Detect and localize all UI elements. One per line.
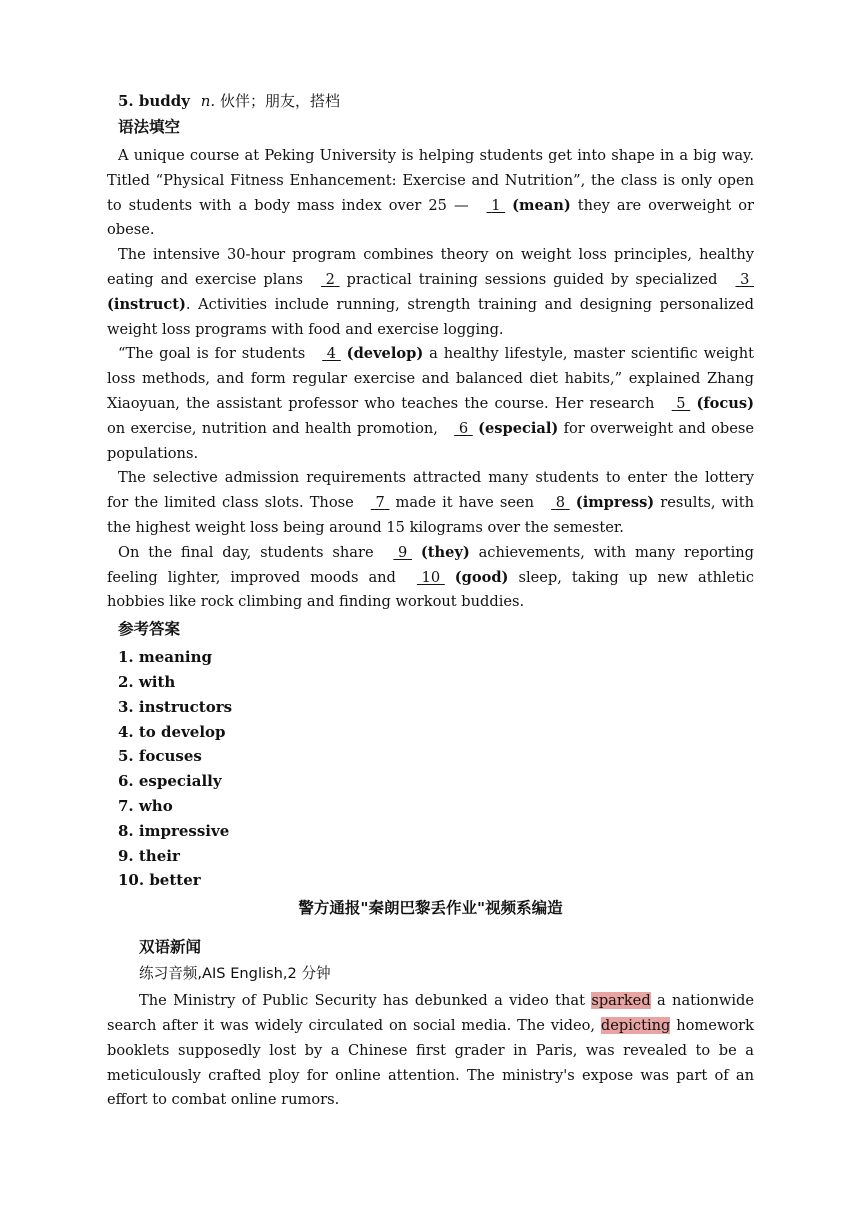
answer-item: 7. who — [118, 796, 173, 815]
vocab-word: 5. buddy — [118, 92, 190, 110]
para3-text-1: “The goal is for students — [118, 345, 312, 363]
vocab-entry — [118, 88, 754, 114]
news-section-heading: 双语新闻 — [139, 938, 202, 957]
news-text-2: a nationwide search after it was widely circulated on social media. The video, — [107, 992, 754, 1034]
news-title: 警方通报"秦朗巴黎丢作业"视频系编造 — [298, 899, 563, 918]
para1-text-2: they are overweight or obese. — [107, 196, 754, 239]
hint-8: (impress) — [575, 494, 655, 512]
para3-text-3: on exercise, nutrition and health promotion, — [107, 419, 444, 437]
para2-text-3: . Activities include running, strength training and designing personalized weight loss programs with food and exercise logging. — [107, 295, 754, 338]
answer-item: 5. focuses — [118, 747, 202, 766]
hint-10: (good) — [454, 568, 509, 586]
para2-text-2: practical training sessions guided by specialized — [339, 270, 725, 288]
answer-item: 8. impressive — [118, 821, 230, 840]
blank-3: 3 — [740, 270, 750, 288]
answer-item: 4. to develop — [118, 722, 226, 741]
answer-item: 1. meaning — [118, 648, 213, 667]
para2-text-1: The intensive 30-hour program combines theory on weight loss principles, healthy eating and exercise plans — [107, 246, 754, 288]
hint-9: (they) — [420, 543, 470, 561]
para1-text-1: A unique course at Peking University is helping students get into shape in a big way. Titled “Physical Fitness Enhancement: Exercise and Nutrition”, the class is only open to students with a body mass index over 25 — — [107, 147, 754, 214]
para4-text-2: made it have seen — [389, 494, 541, 512]
para5-text-1: On the final day, students share — [118, 543, 383, 561]
grammar-paragraph-4 — [107, 466, 754, 540]
para5-text-3: sleep, taking up new athletic hobbies like rock climbing and finding workout buddies. — [107, 568, 754, 611]
blank-9: 9 — [398, 543, 408, 561]
grammar-paragraph-1 — [107, 144, 754, 243]
hint-3: (instruct) — [107, 295, 186, 313]
answer-item: 2. with — [118, 672, 176, 691]
blank-6: 6 — [458, 419, 469, 437]
blank-8: 8 — [555, 494, 566, 512]
answer-item: 10. better — [118, 871, 201, 890]
answer-list — [118, 645, 754, 893]
para4-text-3: results, with the highest weight loss being around 15 kilograms over the semester. — [107, 494, 754, 536]
highlight-sparked: sparked — [591, 992, 651, 1010]
vocab-meaning: 伙伴；朋友，搭档 — [219, 92, 340, 110]
blank-10: 10 — [421, 568, 441, 586]
grammar-heading: 语法填空 — [118, 118, 181, 136]
blank-2: 2 — [325, 270, 335, 288]
grammar-paragraph-3 — [107, 342, 754, 466]
para5-text-2: achievements, with many reporting feeling lighter, improved moods and — [107, 543, 754, 586]
hint-5: (focus) — [696, 394, 755, 412]
audio-note: 练习音频,AIS English,2 分钟 — [139, 965, 331, 983]
para3-text-2: a healthy lifestyle, master scientific weight loss methods, and form regular exercise and balanced diet habits,” explained Zhang Xiaoyuan, the assistant professor who teaches the course. Her research — [107, 345, 755, 412]
hint-6: (especial) — [478, 419, 559, 437]
blank-1: 1 — [491, 196, 501, 214]
para4-text-1: The selective admission requirements attracted many students to enter the lottery for the limited class slots. Those — [107, 469, 754, 512]
answers-heading: 参考答案 — [118, 620, 181, 639]
hint-1: (mean) — [512, 196, 571, 214]
grammar-paragraph-2 — [107, 243, 754, 342]
news-text-3: homework booklets supposedly lost by a Chinese first grader in Paris, was revealed to be a meticulously crafted ploy for online attention. The ministry's expose was part of an effort to combat online rumors. — [107, 1016, 754, 1109]
blank-5: 5 — [676, 394, 686, 412]
hint-4: (develop) — [346, 345, 424, 363]
news-paragraph — [107, 989, 754, 1113]
answer-item: 9. their — [118, 846, 180, 865]
answer-item: 3. instructors — [118, 697, 233, 716]
para3-text-4: for overweight and obese populations. — [107, 419, 754, 462]
blank-7: 7 — [375, 494, 385, 512]
news-text-1: The Ministry of Public Security has debunked a video that — [139, 992, 592, 1010]
answer-item: 6. especially — [118, 772, 222, 791]
highlight-depicting: depicting — [600, 1016, 671, 1034]
vocab-pos: n. — [200, 92, 216, 110]
grammar-paragraph-5 — [107, 541, 754, 615]
document-page — [107, 88, 754, 1113]
blank-4: 4 — [326, 345, 337, 363]
